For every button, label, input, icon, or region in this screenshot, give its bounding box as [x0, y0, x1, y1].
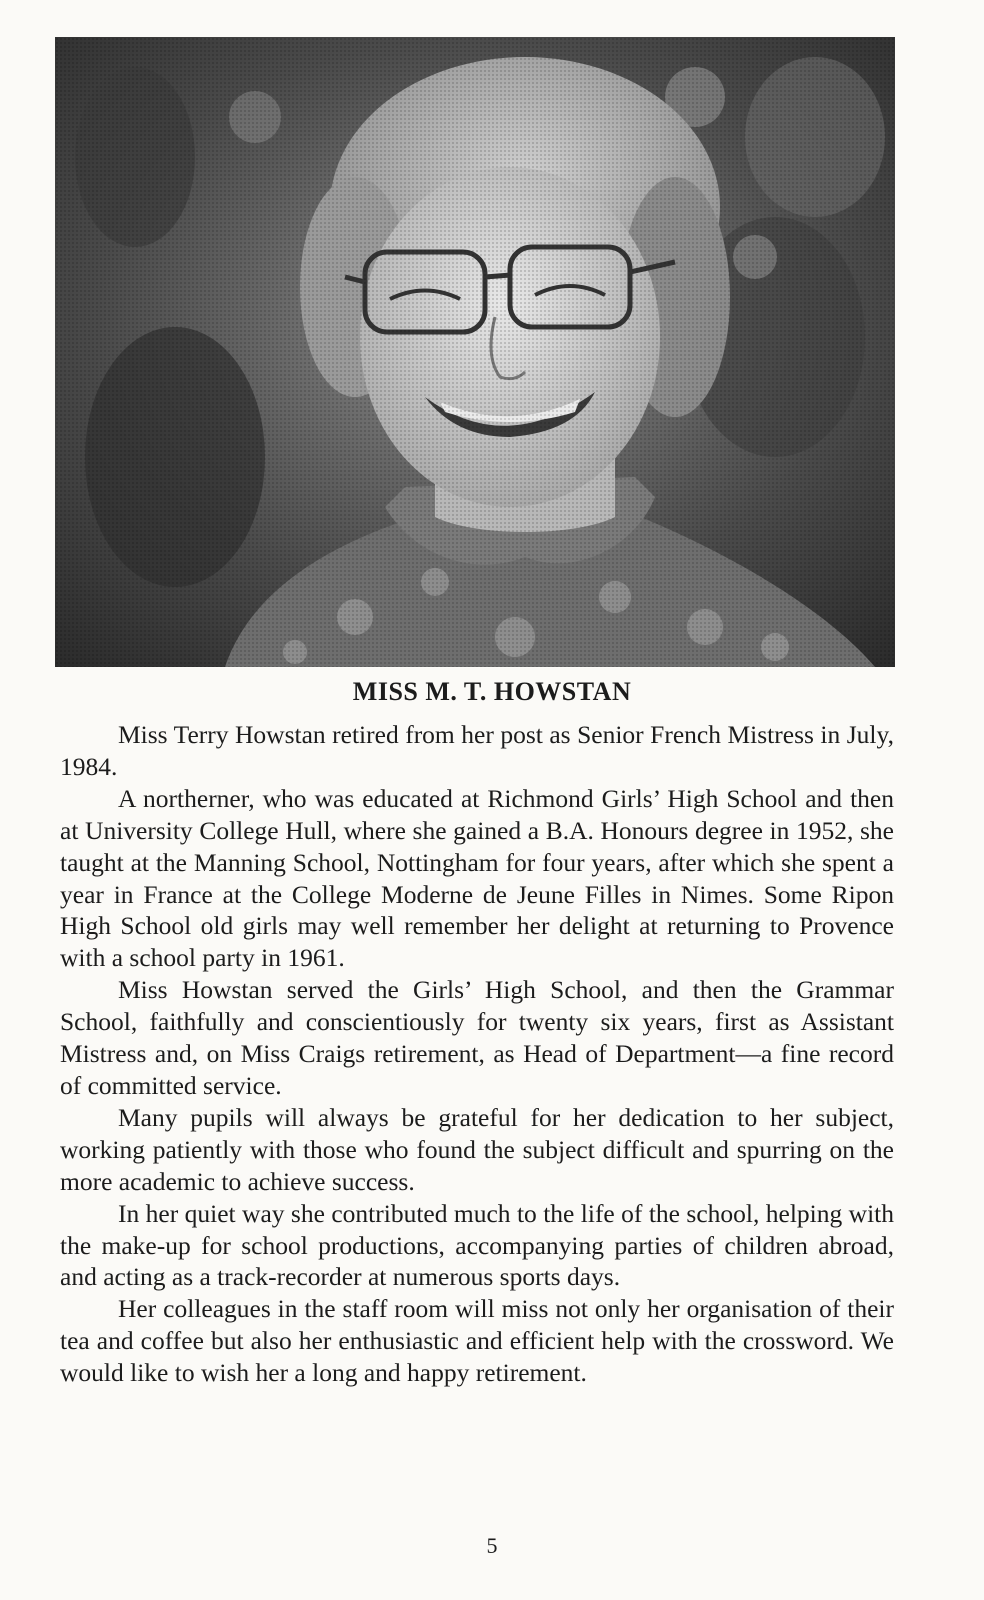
page-title: MISS M. T. HOWSTAN	[352, 677, 632, 706]
paragraph: In her quiet way she contributed much to the life of the school, helping with the make-up for school productions, accompanying parties of children abroad, and acting as a track-recorder at numerous sports days.	[60, 1198, 894, 1292]
paragraph: Many pupils will always be grateful for her dedication to her subject, working patiently with those who found the subject difficult and spurring on the more academic to achieve success.	[60, 1102, 894, 1196]
paragraph: Miss Howstan served the Girls’ High School, and then the Grammar School, faithfully and conscientiously for twenty six years, first as Assistant Mistress and, on Miss Craigs retirement, as Head of Department—a fine record of committed service.	[60, 975, 894, 1100]
portrait-photo-icon	[55, 37, 895, 667]
paragraph: Her colleagues in the staff room will miss not only her organisation of their tea and coffee but also her enthusiastic and efficient help with the crossword. We would like to wish her a long and happy retirement.	[60, 1294, 894, 1388]
paragraph: A northerner, who was educated at Richmond Girls’ High School and then at University College Hull, where she gained a B.A. Honours degree in 1952, she taught at the Manning School, Nottingham for four years, after which she spent a year in France at the College Moderne de Jeune Filles in Nimes. Some Ripon High School old girls may well remember her delight at returning to Provence with a school party in 1961.	[60, 783, 894, 973]
paragraph: Miss Terry Howstan retired from her post as Senior French Mistress in July, 1984.	[60, 720, 894, 781]
portrait-photo	[55, 37, 895, 667]
article-body	[60, 719, 894, 1389]
page-number: 5	[486, 1533, 498, 1558]
